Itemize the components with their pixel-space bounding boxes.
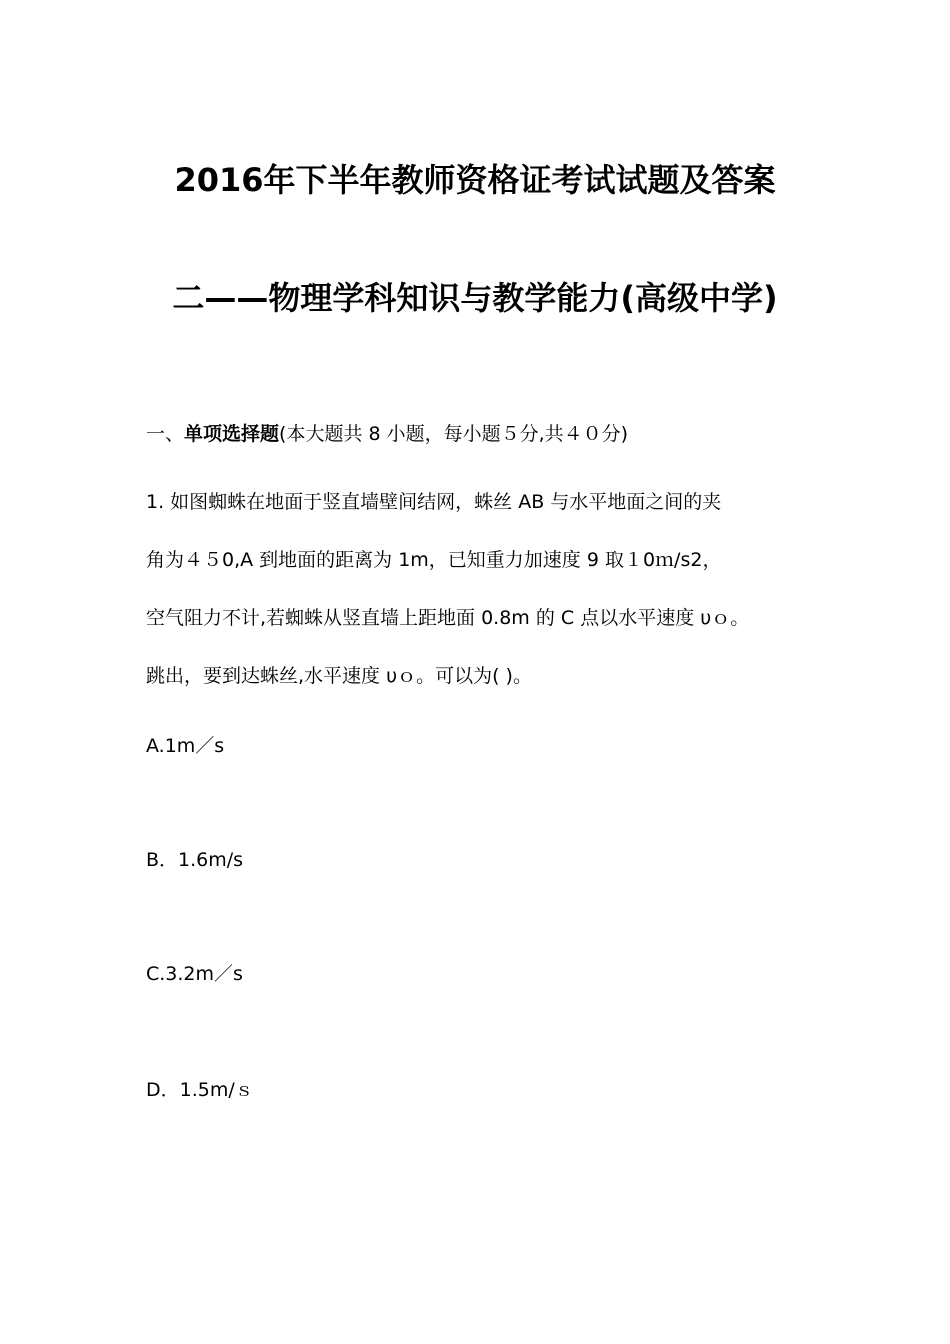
option-a: A.1m／s: [146, 735, 225, 757]
section-title: 单项选择题: [184, 423, 280, 445]
option-b: B．1.6m/s: [146, 849, 244, 871]
document-title-line-2: 二——物理学科知识与教学能力(高级中学): [172, 279, 778, 317]
document-title-line-1: 2016年下半年教师资格证考试试题及答案: [174, 161, 776, 199]
question-line-4: 跳出，要到达蛛丝,水平速度 υｏ。可以为( )。: [146, 665, 532, 687]
question-line-3: 空气阻力不计,若蜘蛛从竖直墙上距地面 0.8m 的 C 点以水平速度 υｏ。: [146, 607, 750, 629]
option-d: D．1.5m/ｓ: [146, 1079, 254, 1101]
question-line-2: 角为４５0,A 到地面的距离为 1m，已知重力加速度 9 取１0ｍ/s2，: [146, 549, 722, 571]
section-note: (本大题共 8 小题，每小题５分,共４０分): [279, 423, 629, 445]
section-heading: [146, 420, 628, 448]
question-line-1: 1. 如图蜘蛛在地面于竖直墙壁间结网，蛛丝 AB 与水平地面之间的夹: [146, 491, 722, 513]
section-prefix: 一、: [146, 423, 185, 445]
option-c: C.3.2m／s: [146, 963, 243, 985]
